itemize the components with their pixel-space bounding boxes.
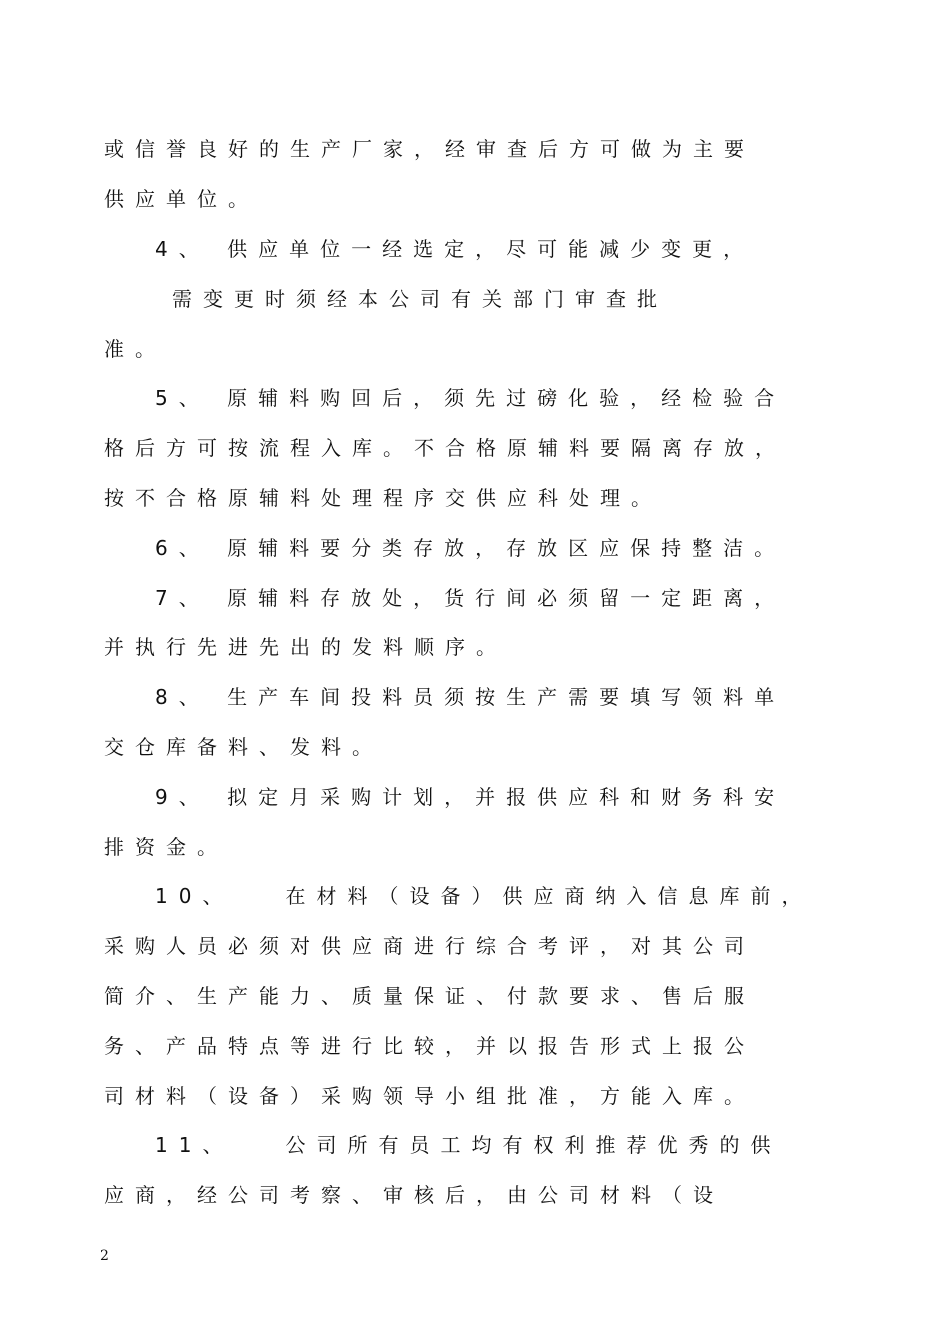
text-line: 5、 原辅料购回后，须先过磅化验，经检验合: [155, 386, 786, 410]
text-line: 排资金。: [104, 835, 228, 859]
text-line: 6、 原辅料要分类存放，存放区应保持整洁。: [155, 536, 786, 560]
text-line: 8、 生产车间投料员须按生产需要填写领料单: [155, 685, 786, 709]
text-line: 采购人员必须对供应商进行综合考评，对其公司: [104, 934, 755, 958]
text-line: 或信誉良好的生产厂家，经审查后方可做为主要: [104, 137, 755, 161]
text-line: 供应单位。: [104, 187, 259, 211]
text-line: 10、 在材料（设备）供应商纳入信息库前，: [155, 884, 813, 908]
page-number: 2: [100, 1248, 109, 1264]
text-line: 11、 公司所有员工均有权利推荐优秀的供: [155, 1133, 782, 1157]
text-line: 应商，经公司考察、审核后，由公司材料（设: [104, 1183, 724, 1207]
text-line: 格后方可按流程入库。不合格原辅料要隔离存放，: [104, 436, 786, 460]
text-line: 按不合格原辅料处理程序交供应科处理。: [104, 486, 662, 510]
text-line: 司材料（设备）采购领导小组批准，方能入库。: [104, 1084, 755, 1108]
text-line: 简介、生产能力、质量保证、付款要求、售后服: [104, 984, 755, 1008]
text-line: 并执行先进先出的发料顺序。: [104, 635, 507, 659]
text-line: 交仓库备料、发料。: [104, 735, 383, 759]
text-line: 需变更时须经本公司有关部门审查批: [172, 287, 668, 311]
text-line: 7、 原辅料存放处，货行间必须留一定距离，: [155, 586, 786, 610]
text-line: 准。: [104, 337, 166, 361]
text-line: 务、产品特点等进行比较，并以报告形式上报公: [104, 1034, 755, 1058]
text-line: 9、 拟定月采购计划，并报供应科和财务科安: [155, 785, 786, 809]
text-line: 4、 供应单位一经选定，尽可能减少变更，: [155, 237, 755, 261]
